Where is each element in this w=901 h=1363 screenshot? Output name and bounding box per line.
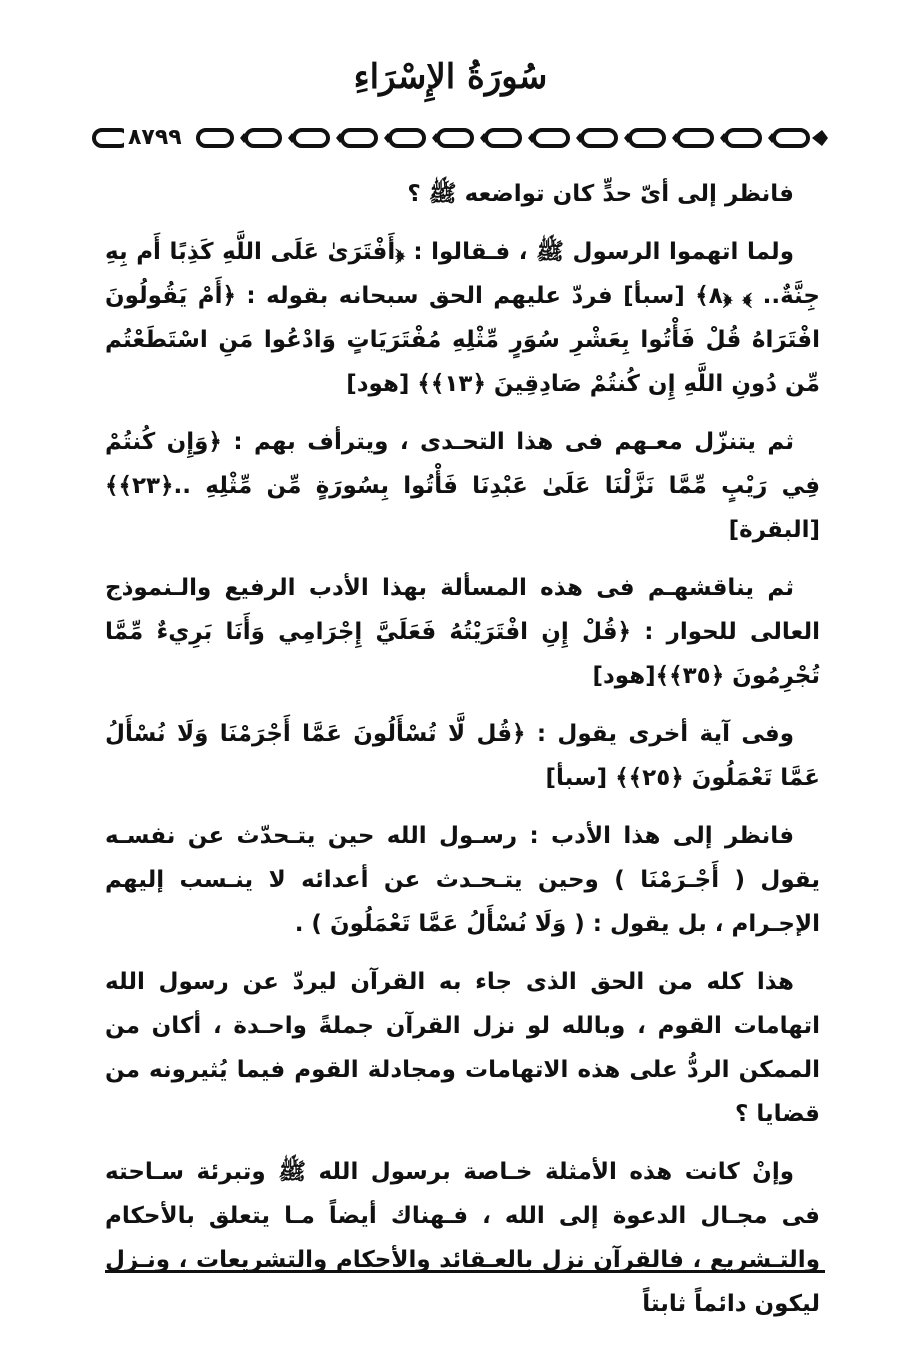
paragraph: وفى آية أخرى يقول : ﴿قُل لَّا تُسْأَلُونَ عَمَّا أَجْرَمْنَا وَلَا نُسْأَلُ عَمَّا تَعْمَلُونَ ﴿٢٥﴾﴾ [سبأ] (105, 721, 820, 791)
paragraph: فانظر إلى أىّ حدٍّ كان تواضعه ﷺ ؟ (407, 181, 794, 207)
page-number: ٨٧٩٩ (124, 124, 186, 152)
paragraph: ثم يناقشهـم فى هذه المسألة بهذا الأدب الرفيع والـنموذج العالى للحوار : ﴿قُلْ إِنِ افْتَرَيْتُهُ فَعَلَيَّ إِجْرَامِي وَأَنَا بَرِيءٌ مِّمَّا تُجْرِمُونَ ﴿٣٥﴾﴾[هود] (105, 575, 820, 689)
paragraph: هذا كله من الحق الذى جاء به القرآن ليردّ عن رسول الله اتهامات القوم ، وبالله لو نزل القرآن جملةً واحـدة ، أكان من الممكن الردُّ على هذه الاتهامات ومجادلة القوم فيما يُثيرونه من قضايا ؟ (105, 969, 820, 1127)
ornamental-border-icon (90, 122, 830, 154)
surah-title: سُورَةُ الإِسْرَاءِ (353, 57, 548, 97)
paragraph: ولما اتهموا الرسول ﷺ ، فـقالوا : ﴿أَفْتَرَىٰ عَلَى اللَّهِ كَذِبًا أَم بِهِ جِنَّةٌ.. ﴾ ﴿٨﴾ [سبأ] فردّ عليهم الحق سبحانه بقوله : ﴿أَمْ يَقُولُونَ افْتَرَاهُ قُلْ فَأْتُوا بِعَشْرِ سُوَرٍ مِّثْلِهِ مُفْتَرَيَاتٍ وَادْعُوا مَنِ اسْتَطَعْتُم مِّن دُونِ اللَّهِ إِن كُنتُمْ صَادِقِينَ ﴿١٣﴾﴾ [هود] (105, 239, 820, 397)
paragraph: وإنْ كانت هذه الأمثلة خـاصة برسول الله ﷺ وتبرئة سـاحته فى مجـال الدعوة إلى الله ، فـهناك أيضاً مـا يتعلق بالأحكام والتـشريع ، فالقرآن نزل بالعـقائد والأحكام والتشريعات ، ونـزل ليكون دائماً ثابتاً (105, 1159, 820, 1317)
paragraph: ثم يتنزّل معـهم فى هذا التحـدى ، ويترأف بهم : ﴿وَإِن كُنتُمْ فِي رَيْبٍ مِّمَّا نَزَّلْنَا عَلَىٰ عَبْدِنَا فَأْتُوا بِسُورَةٍ مِّن مِّثْلِهِ ..﴿٢٣﴾﴾ [البقرة] (105, 429, 820, 543)
paragraph: فانظر إلى هذا الأدب : رسـول الله حين يتـحدّث عن نفسـه يقول ( أَجْـرَمْنَا ) وحين يتـحـدث عن أعدائه لا ينـسب إليهم الإجـرام ، بل يقول : ( وَلَا نُسْأَلُ عَمَّا تَعْمَلُونَ ) . (105, 823, 820, 937)
page-body (105, 172, 820, 1340)
footer-divider (105, 1270, 825, 1273)
